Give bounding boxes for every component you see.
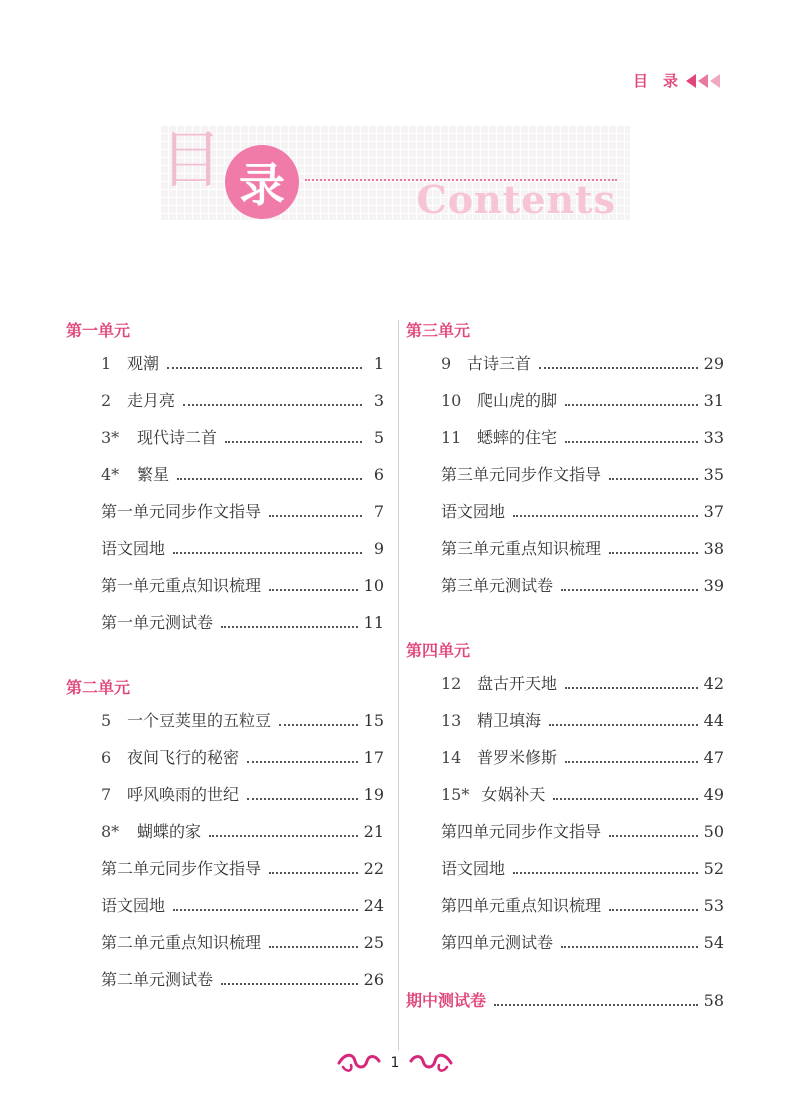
dot-leader — [565, 687, 698, 689]
dot-leader — [279, 724, 358, 726]
entry-label: 语文园地 — [101, 539, 166, 558]
dot-leader — [225, 441, 362, 443]
toc-entry[interactable] — [101, 502, 384, 522]
entry-page: 17 — [363, 748, 384, 767]
entry-page: 39 — [703, 576, 724, 595]
dot-leader — [183, 404, 362, 406]
entry-page: 7 — [373, 502, 384, 521]
toc-entry[interactable] — [101, 822, 384, 842]
entry-page: 53 — [703, 896, 724, 915]
entry-page: 6 — [373, 465, 384, 484]
toc-entry[interactable] — [441, 859, 724, 879]
entry-label: 第三单元同步作文指导 — [441, 465, 602, 484]
entry-label: 爬山虎的脚 — [477, 391, 558, 410]
toc-entry[interactable] — [441, 933, 724, 953]
entry-page: 33 — [703, 428, 724, 447]
entry-number: 10 — [441, 391, 462, 410]
toc-entry[interactable] — [441, 711, 724, 731]
entry-page: 5 — [373, 428, 384, 447]
dot-leader — [565, 761, 698, 763]
dot-leader — [609, 909, 698, 911]
unit-title: 第二单元 — [66, 678, 131, 697]
midterm-entry[interactable] — [406, 991, 724, 1011]
entry-page: 25 — [363, 933, 384, 952]
toc-entry[interactable] — [441, 896, 724, 916]
toc-entry[interactable] — [441, 674, 724, 694]
dot-leader — [553, 798, 697, 800]
dot-leader — [221, 626, 358, 628]
entry-label: 蟋蟀的住宅 — [477, 428, 558, 447]
dot-leader — [173, 552, 362, 554]
toc-entry[interactable] — [441, 576, 724, 596]
entry-label: 第四单元测试卷 — [441, 933, 554, 952]
toc-right-column — [406, 316, 724, 1011]
entry-label: 精卫填海 — [477, 711, 542, 730]
entry-page: 38 — [703, 539, 724, 558]
dot-leader — [247, 798, 358, 800]
entry-number: 3* — [101, 428, 120, 447]
toc-entry[interactable] — [101, 859, 384, 879]
toc-entry[interactable] — [441, 428, 724, 448]
entry-number: 4* — [101, 465, 120, 484]
unit-title: 第三单元 — [406, 321, 471, 340]
entry-label: 古诗三首 — [467, 354, 532, 373]
toc-entry[interactable] — [101, 711, 384, 731]
dot-leader — [209, 835, 358, 837]
toc-entry[interactable] — [101, 539, 384, 559]
entry-label: 呼风唤雨的世纪 — [127, 785, 240, 804]
entry-label: 普罗米修斯 — [477, 748, 558, 767]
banner-circle-char: 录 — [239, 158, 285, 212]
entry-label: 第一单元重点知识梳理 — [101, 576, 262, 595]
toc-entry[interactable] — [441, 465, 724, 485]
entry-label: 第二单元测试卷 — [101, 970, 214, 989]
entry-label: 观潮 — [127, 354, 160, 373]
banner-big-char: 目 — [160, 123, 223, 196]
entry-page: 9 — [373, 539, 384, 558]
dot-leader — [173, 909, 358, 911]
dot-leader — [269, 589, 358, 591]
toc-entry[interactable] — [101, 970, 384, 990]
entry-label: 第一单元同步作文指导 — [101, 502, 262, 521]
entry-page: 52 — [703, 859, 724, 878]
entry-number: 1 — [101, 354, 112, 373]
toc-entry[interactable] — [101, 428, 384, 448]
entry-page: 31 — [703, 391, 724, 410]
entry-label: 繁星 — [137, 465, 170, 484]
running-head — [633, 70, 720, 91]
entry-page: 37 — [703, 502, 724, 521]
dot-leader — [561, 946, 698, 948]
entry-label: 第一单元测试卷 — [101, 613, 214, 632]
unit-title: 第四单元 — [406, 641, 471, 660]
toc-entry[interactable] — [441, 502, 724, 522]
entry-page: 11 — [363, 613, 384, 632]
banner-subtitle: Contents — [416, 177, 616, 222]
left-ornament-icon — [337, 1053, 381, 1073]
entry-page: 54 — [703, 933, 724, 952]
dot-leader — [609, 552, 698, 554]
entry-number: 15* — [441, 785, 470, 804]
dot-leader — [609, 835, 698, 837]
toc-entry[interactable] — [101, 354, 384, 374]
entry-label: 语文园地 — [441, 502, 506, 521]
arrow-left-icon — [684, 74, 720, 88]
dot-leader — [565, 404, 698, 406]
dot-leader — [269, 872, 358, 874]
entry-label: 一个豆荚里的五粒豆 — [127, 711, 272, 730]
entry-page: 42 — [703, 674, 724, 693]
entry-label: 夜间飞行的秘密 — [127, 748, 240, 767]
entry-page: 26 — [363, 970, 384, 989]
page-number: 1 — [390, 1055, 400, 1071]
dot-leader — [561, 589, 698, 591]
toc-entry[interactable] — [441, 391, 724, 411]
toc-entry[interactable] — [101, 613, 384, 633]
dot-leader — [513, 515, 698, 517]
entry-page: 29 — [703, 354, 724, 373]
entry-label: 现代诗二首 — [137, 428, 218, 447]
toc-entry[interactable] — [101, 933, 384, 953]
dot-leader — [167, 367, 362, 369]
dot-leader — [247, 761, 358, 763]
contents-banner — [160, 125, 630, 220]
entry-page: 22 — [363, 859, 384, 878]
entry-label: 语文园地 — [101, 896, 166, 915]
toc-entry[interactable] — [441, 748, 724, 768]
entry-page: 19 — [363, 785, 384, 804]
midterm-label: 期中测试卷 — [406, 991, 487, 1010]
entry-page: 50 — [703, 822, 724, 841]
unit-title: 第一单元 — [66, 321, 131, 340]
dot-leader — [269, 946, 358, 948]
entry-label: 蝴蝶的家 — [137, 822, 202, 841]
dot-leader — [565, 441, 698, 443]
entry-page: 21 — [363, 822, 384, 841]
entry-label: 第二单元重点知识梳理 — [101, 933, 262, 952]
toc-entry[interactable] — [101, 785, 384, 805]
midterm-page: 58 — [703, 991, 724, 1010]
dot-leader — [539, 367, 698, 369]
entry-page: 1 — [373, 354, 384, 373]
entry-number: 12 — [441, 674, 462, 693]
entry-page: 15 — [363, 711, 384, 730]
dot-leader — [549, 724, 698, 726]
toc-entry[interactable] — [441, 354, 724, 374]
entry-label: 第四单元同步作文指导 — [441, 822, 602, 841]
entry-number: 14 — [441, 748, 462, 767]
dot-leader — [269, 515, 362, 517]
dot-leader — [494, 1004, 698, 1006]
toc-entry[interactable] — [101, 391, 384, 411]
toc-entry[interactable] — [441, 539, 724, 559]
entry-number: 2 — [101, 391, 112, 410]
toc-entry[interactable] — [441, 822, 724, 842]
entry-label: 语文园地 — [441, 859, 506, 878]
entry-number: 9 — [441, 354, 452, 373]
entry-page: 35 — [703, 465, 724, 484]
dot-leader — [609, 478, 698, 480]
dot-leader — [513, 872, 698, 874]
entry-page: 24 — [363, 896, 384, 915]
entry-number: 6 — [101, 748, 112, 767]
dot-leader — [177, 478, 362, 480]
entry-page: 44 — [703, 711, 724, 730]
entry-number: 7 — [101, 785, 112, 804]
entry-number: 5 — [101, 711, 112, 730]
entry-page: 10 — [363, 576, 384, 595]
toc-entry[interactable] — [101, 465, 384, 485]
toc-left-column — [66, 316, 384, 990]
running-head-title: 目 录 — [632, 72, 678, 90]
entry-label: 盘古开天地 — [477, 674, 558, 693]
entry-label: 第二单元同步作文指导 — [101, 859, 262, 878]
entry-page: 49 — [703, 785, 724, 804]
entry-label: 女娲补天 — [481, 785, 546, 804]
entry-page: 3 — [373, 391, 384, 410]
toc-entry[interactable] — [101, 576, 384, 596]
dot-leader — [221, 983, 358, 985]
entry-number: 13 — [441, 711, 462, 730]
right-ornament-icon — [409, 1053, 453, 1073]
entry-label: 第三单元测试卷 — [441, 576, 554, 595]
entry-label: 走月亮 — [127, 391, 176, 410]
toc-entry[interactable] — [441, 785, 724, 805]
column-divider — [398, 320, 399, 1050]
toc-entry[interactable] — [101, 748, 384, 768]
entry-number: 8* — [101, 822, 120, 841]
entry-page: 47 — [703, 748, 724, 767]
toc-entry[interactable] — [101, 896, 384, 916]
entry-label: 第四单元重点知识梳理 — [441, 896, 602, 915]
page-footer — [0, 1053, 790, 1073]
entry-number: 11 — [441, 428, 462, 447]
entry-label: 第三单元重点知识梳理 — [441, 539, 602, 558]
